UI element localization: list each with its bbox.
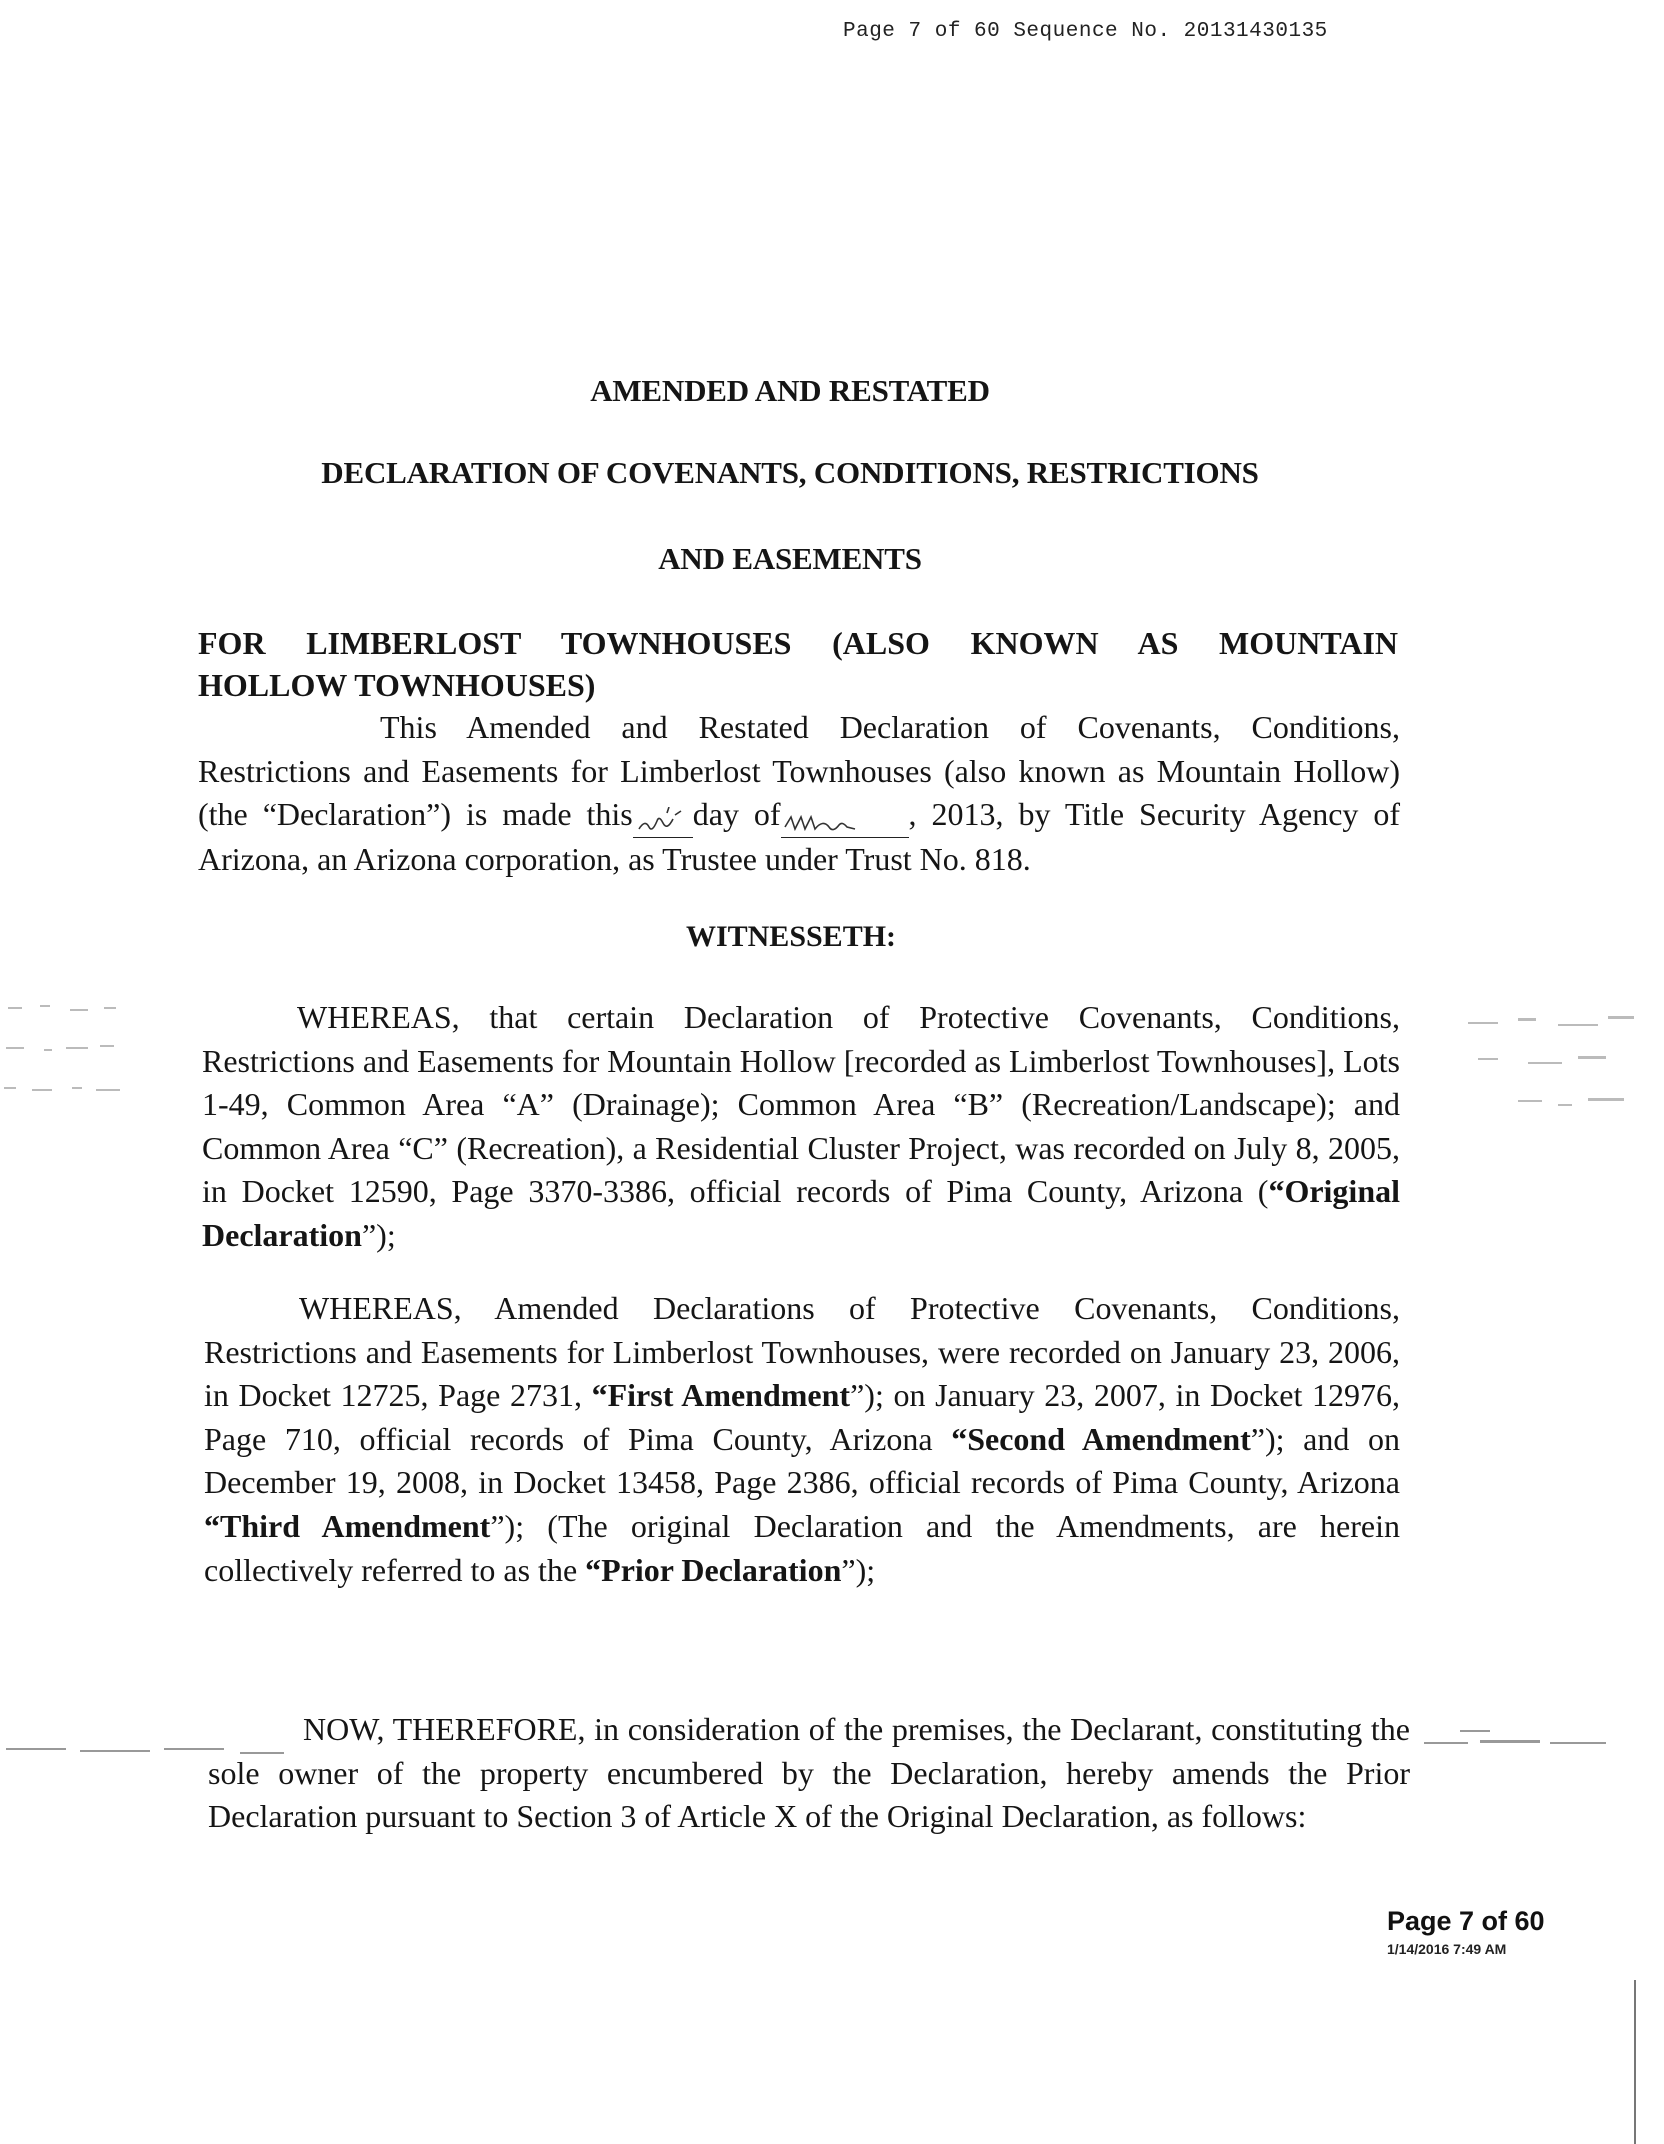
- title-line-1: AMENDED AND RESTATED: [590, 373, 990, 408]
- title-line-4: FOR LIMBERLOST TOWNHOUSES (ALSO KNOWN AS MOUNTAIN: [198, 625, 1398, 661]
- title-line-3: AND EASEMENTS: [658, 541, 922, 576]
- page-edge-line: [1634, 1980, 1636, 2144]
- footer-page-label: Page 7 of 60: [1387, 1906, 1545, 1936]
- intro-text-2: day of: [692, 796, 781, 833]
- handwritten-month-blank: [781, 793, 909, 838]
- whereas-2-part-3: ”); and on December 19, 2008, in Docket 13458, Page 2386, official records of Pima County, Arizona: [204, 1420, 1401, 1501]
- witnesseth-heading: WITNESSETH:: [685, 920, 897, 953]
- first-amendment-term: “First Amendment: [591, 1377, 851, 1414]
- footer-date-stamp: 1/14/2016 7:49 AM: [1387, 1941, 1507, 1957]
- whereas-paragraph-2: [204, 1287, 1400, 1592]
- title-line-5: HOLLOW TOWNHOUSES): [198, 667, 596, 703]
- sequence-header: Page 7 of 60 Sequence No. 20131430135: [843, 20, 1328, 43]
- prior-declaration-term: “Prior Declaration: [585, 1551, 842, 1588]
- second-amendment-term: “Second Amendment: [951, 1420, 1251, 1457]
- scan-noise-bottom-left: [0, 1736, 290, 1766]
- handwritten-day-signature: [633, 807, 693, 835]
- whereas-1-end: ”);: [361, 1216, 396, 1253]
- handwritten-month-signature: [781, 807, 909, 835]
- original-declaration-term: “Original Declaration: [202, 1173, 1400, 1253]
- scan-noise-left: [0, 995, 140, 1105]
- whereas-2-part-2: ”); on January 23, 2007, in Docket 12976, Page 710, official records of Pima County, Arizona: [204, 1377, 1401, 1457]
- scan-noise-right: [1448, 1008, 1664, 1118]
- third-amendment-term: “Third Amendment: [204, 1507, 491, 1544]
- scan-noise-bottom-right: [1420, 1722, 1640, 1762]
- title-line-2: DECLARATION OF COVENANTS, CONDITIONS, RESTRICTIONS: [321, 455, 1259, 490]
- whereas-1-text: WHEREAS, that certain Declaration of Protective Covenants, Conditions, Restrictions and Easements for Mountain Hollow [recorded as Limberlost Townhouses], Lots 1-49, Common Area “A” (Drainage); Common Area “B” (Recreation/Landscape); and Common Area “C” (Recreation), a Residential Cluster Project, was recorded on July 8, 2005, in Docket 12590, Page 3370-3386, official records of Pima County, Arizona (: [202, 999, 1400, 1210]
- now-therefore-paragraph: NOW, THEREFORE, in consideration of the premises, the Declarant, constituting the sole owner of the property encumbered by the Declaration, hereby amends the Prior Declaration pursuant to Section 3 of Article X of the Original Declaration, as follows:: [208, 1711, 1410, 1835]
- handwritten-day-blank: [633, 793, 693, 838]
- whereas-2-part-1: WHEREAS, Amended Declarations of Protective Covenants, Conditions, Restrictions and Easements for Limberlost Townhouses, were recorded on January 23, 2006, in Docket 12725, Page 2731,: [204, 1290, 1400, 1414]
- whereas-paragraph-1: [202, 996, 1400, 1258]
- intro-paragraph: [198, 706, 1400, 881]
- intro-text-1: This Amended and Restated Declaration of Covenants, Conditions, Restrictions and Easements for Limberlost Townhouses (also known as Mountain Hollow) (the “Declaration”) is made this: [198, 709, 1400, 833]
- intro-text-3: , 2013, by Title Security Agency of Arizona, an Arizona corporation, as Trustee under Trust No. 818.: [198, 796, 1401, 877]
- whereas-2-part-4: ”); (The original Declaration and the Amendments, are herein collectively referred to as the: [204, 1507, 1401, 1588]
- whereas-2-part-5: ”);: [841, 1551, 876, 1588]
